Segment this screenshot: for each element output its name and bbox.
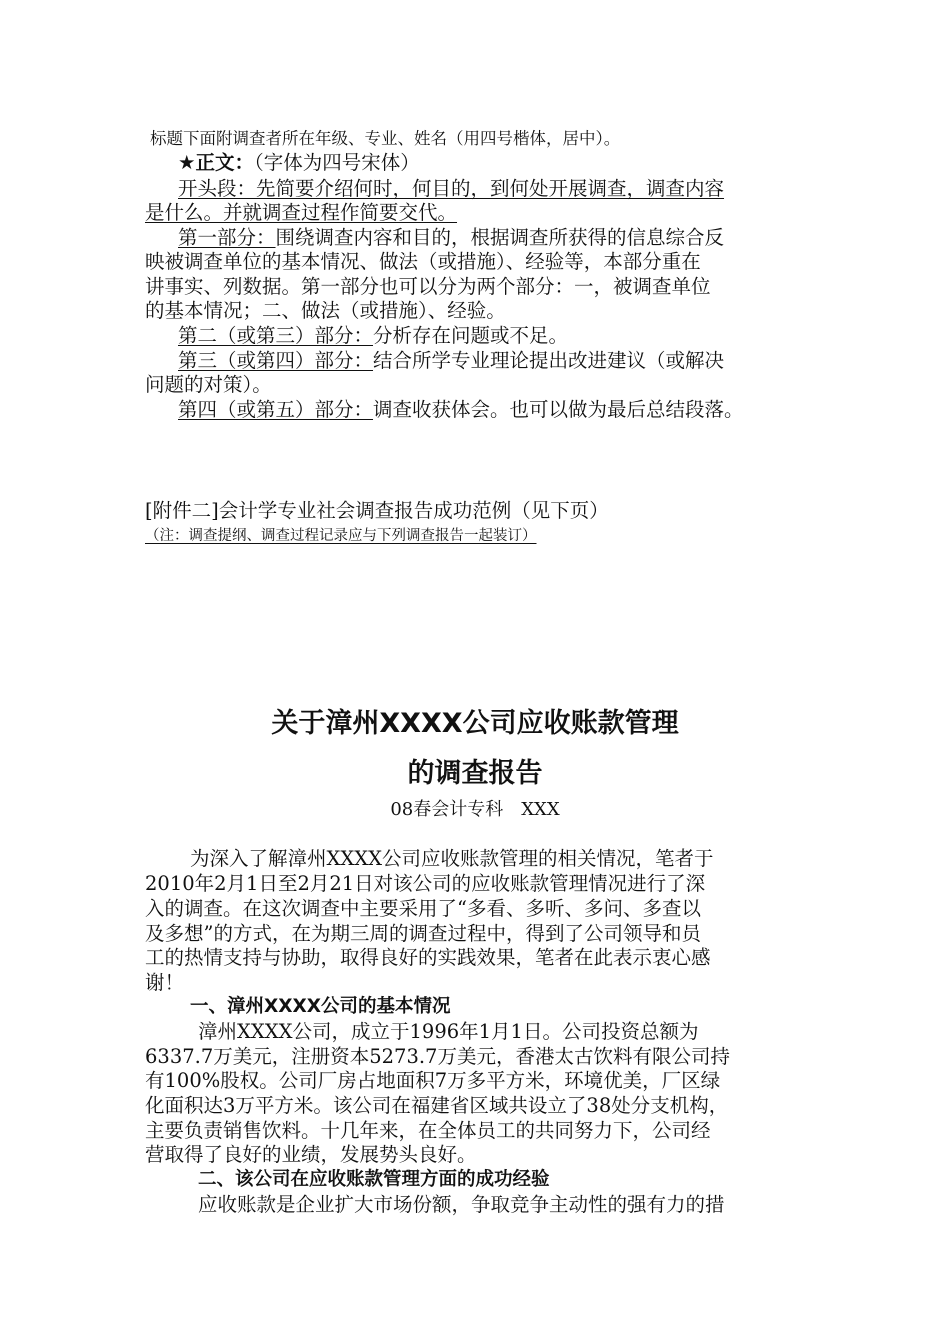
guide-line-6: 映被调查单位的基本情况、做法（或措施）、经验等，本部分重在 bbox=[145, 250, 701, 273]
intro-line-4: 及多想”的方式，在为期三周的调查过程中，得到了公司领导和员 bbox=[145, 922, 701, 945]
section-2-line-1: 应收账款是企业扩大市场份额，争取竞争主动性的强有力的措 bbox=[198, 1193, 725, 1216]
guide-line-12 bbox=[178, 398, 744, 422]
guide-line-9 bbox=[178, 324, 568, 348]
intro-line-6: 谢！ bbox=[145, 971, 185, 994]
guide-line-11: 问题的对策）。 bbox=[145, 373, 272, 396]
guide-line-10 bbox=[178, 349, 724, 373]
report-author: 08春会计专科 XXX bbox=[390, 799, 560, 820]
intro-line-5: 工的热情支持与协助，取得良好的实践效果，笔者在此表示衷心感 bbox=[145, 946, 711, 969]
guide-line-5 bbox=[178, 226, 724, 250]
intro-line-2: 2010年2月1日至2月21日对该公司的应收账款管理情况进行了深 bbox=[145, 872, 706, 895]
section-2-heading: 二、该公司在应收账款管理方面的成功经验 bbox=[198, 1169, 550, 1190]
report-title-line-1: 关于漳州XXXX公司应收账款管理 bbox=[271, 708, 679, 739]
section-1-heading: 一、漳州XXXX公司的基本情况 bbox=[190, 996, 451, 1017]
guide-line-7: 讲事实、列数据。第一部分也可以分为两个部分：一，被调查单位 bbox=[145, 275, 711, 298]
part-three-label: 第三（或第四）部分： bbox=[178, 349, 374, 372]
part-four-text: 调查收获体会。也可以做为最后总结段落。 bbox=[373, 398, 744, 421]
guide-line-3: 开头段：先简要介绍何时，何目的，到何处开展调查，调查内容 bbox=[178, 177, 725, 200]
section-1-line-3: 有100%股权。公司厂房占地面积7万多平方米，环境优美，厂区绿 bbox=[145, 1069, 721, 1092]
guide-line-4: 是什么。并就调查过程作简要交代。 bbox=[145, 201, 458, 224]
report-title-line-2: 的调查报告 bbox=[407, 758, 543, 789]
part-two-label: 第二（或第三）部分： bbox=[178, 324, 374, 347]
part-one-text: 围绕调查内容和目的，根据调查所获得的信息综合反 bbox=[275, 226, 725, 249]
body-font-note: （字体为四号宋体） bbox=[253, 151, 420, 174]
body-label: ★正文： bbox=[178, 151, 254, 174]
section-1-line-2: 6337.7万美元，注册资本5273.7万美元，香港太古饮料有限公司持 bbox=[145, 1045, 730, 1068]
guide-line-8: 的基本情况；二、做法（或措施）、经验。 bbox=[145, 299, 506, 322]
part-three-text: 结合所学专业理论提出改进建议（或解决 bbox=[373, 349, 725, 372]
attachment-heading: [附件二]会计学专业社会调查报告成功范例（见下页） bbox=[145, 499, 609, 522]
part-four-label: 第四（或第五）部分： bbox=[178, 398, 374, 421]
section-1-line-6: 营取得了良好的业绩，发展势头良好。 bbox=[145, 1143, 477, 1166]
part-one-label: 第一部分： bbox=[178, 226, 276, 249]
section-1-line-5: 主要负责销售饮料。十几年来，在全体员工的共同努力下，公司经 bbox=[145, 1119, 711, 1142]
intro-line-3: 入的调查。在这次调查中主要采用了“多看、多听、多问、多查以 bbox=[145, 897, 701, 920]
part-two-text: 分析存在问题或不足。 bbox=[373, 324, 569, 347]
attachment-note: （注：调查提纲、调查过程记录应与下列调查报告一起装订） bbox=[145, 528, 537, 544]
section-1-line-1: 漳州XXXX公司，成立于1996年1月1日。公司投资总额为 bbox=[198, 1020, 699, 1043]
intro-line-1: 为深入了解漳州XXXX公司应收账款管理的相关情况，笔者于 bbox=[190, 847, 714, 870]
guide-line-1: 标题下面附调查者所在年级、专业、姓名（用四号楷体，居中）。 bbox=[150, 129, 621, 148]
guide-line-2 bbox=[178, 151, 420, 175]
section-1-line-4: 化面积达3万平方米。该公司在福建省区域共设立了38处分支机构， bbox=[145, 1094, 729, 1117]
